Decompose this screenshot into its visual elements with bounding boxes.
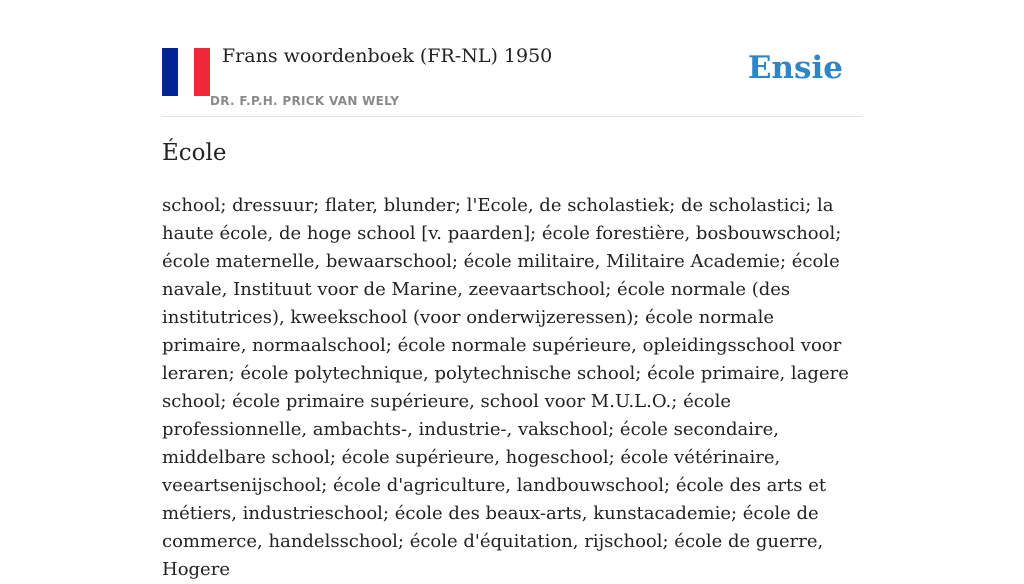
dictionary-header [162, 40, 862, 117]
flag-stripe-red [194, 48, 210, 96]
ensie-logo[interactable]: Ensie [747, 50, 843, 86]
dictionary-title[interactable]: Frans woordenboek (FR-NL) 1950 [222, 45, 553, 67]
france-flag-icon [162, 48, 210, 96]
entry-definition: school; dressuur; flater, blunder; l'Ecole, de scholastiek; de scholastici; la haute école, de hoge school [v. paarden]; école forestière, bosbouwschool; école maternelle, bewaarschool; école militaire, Militaire Academie; école navale, Instituut voor de Marine, zeevaartschool; école normale (des institutrices), kweekschool (voor onderwijzeressen); école normale primaire, normaalschool; école normale supérieure, opleidingsschool voor leraren; école polytechnique, polytechnische school; école primaire, lagere school; école primaire supérieure, school voor M.U.L.O.; école professionnelle, ambachts-, industrie-, vakschool; école secondaire, middelbare school; école supérieure, hogeschool; école vétérinaire, veeartsenijschool; école d'agriculture, landbouwschool; école des arts et métiers, industrieschool; école des beaux-arts, kunstacademie; école de commerce, handelsschool; école d'équitation, rijschool; école de guerre, Hogere [162, 195, 849, 580]
flag-stripe-white [178, 48, 194, 96]
entry-headword: École [162, 140, 227, 166]
dictionary-author: DR. F.P.H. PRICK VAN WELY [210, 94, 400, 108]
flag-stripe-blue [162, 48, 178, 96]
